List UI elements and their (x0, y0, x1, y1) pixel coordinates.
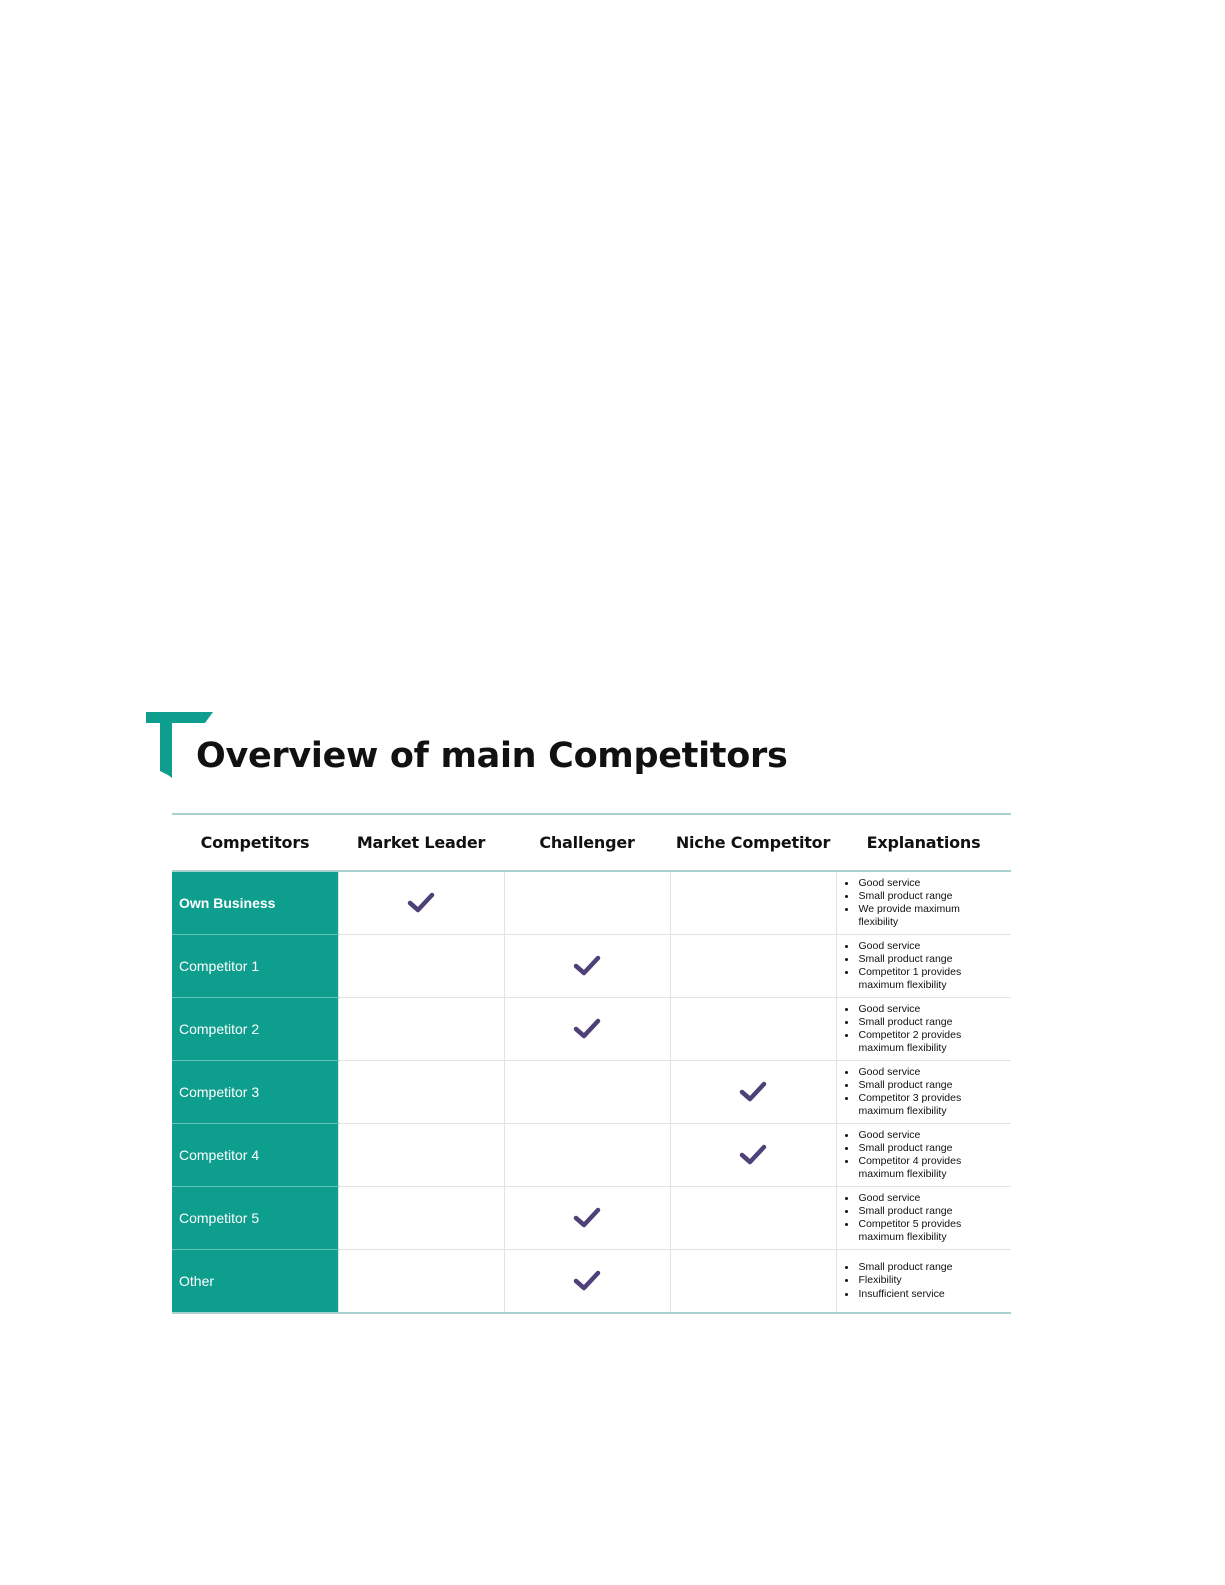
niche-competitor-cell (670, 998, 836, 1061)
check-icon (738, 1081, 768, 1103)
table-row (172, 998, 1011, 1061)
explanation-item: Good service (859, 940, 983, 953)
explanation-item: Good service (859, 1129, 983, 1142)
competitor-name-cell: Other (172, 1250, 338, 1314)
explanations-cell (836, 1061, 1011, 1124)
challenger-cell (504, 1250, 670, 1314)
explanation-item: Good service (859, 1066, 983, 1079)
explanation-item: Small product range (859, 1142, 983, 1155)
niche-competitor-cell (670, 1061, 836, 1124)
explanation-item: Small product range (859, 1016, 983, 1029)
niche-competitor-cell (670, 935, 836, 998)
explanations-list (841, 1066, 1012, 1119)
explanations-list (841, 877, 1012, 930)
explanations-list (841, 1192, 1012, 1245)
explanation-item: Small product range (859, 1079, 983, 1092)
niche-competitor-cell (670, 1187, 836, 1250)
explanation-item: Competitor 3 provides maximum flexibility (859, 1092, 983, 1118)
competitor-table (172, 813, 1011, 1314)
explanation-item: Competitor 1 provides maximum flexibility (859, 966, 983, 992)
competitor-name-cell: Competitor 5 (172, 1187, 338, 1250)
explanation-item: Good service (859, 1192, 983, 1205)
explanations-cell (836, 1124, 1011, 1187)
explanations-cell (836, 998, 1011, 1061)
explanations-cell (836, 1250, 1011, 1314)
explanations-list (841, 1003, 1012, 1056)
check-icon (572, 1018, 602, 1040)
explanations-cell (836, 935, 1011, 998)
table-row (172, 1061, 1011, 1124)
explanations-list (841, 940, 1012, 993)
market-leader-cell (338, 998, 504, 1061)
header-market-leader: Market Leader (338, 814, 504, 871)
header-competitors: Competitors (172, 814, 338, 871)
challenger-cell (504, 1187, 670, 1250)
table-body (172, 871, 1011, 1313)
explanation-item: Small product range (859, 953, 983, 966)
table-header-row (172, 814, 1011, 871)
explanation-item: Good service (859, 1003, 983, 1016)
explanation-item: Flexibility (859, 1274, 983, 1287)
check-icon (738, 1144, 768, 1166)
header-challenger: Challenger (504, 814, 670, 871)
explanation-item: Insufficient service (859, 1288, 983, 1301)
competitor-name-cell: Competitor 2 (172, 998, 338, 1061)
market-leader-cell (338, 1061, 504, 1124)
table-row (172, 1124, 1011, 1187)
market-leader-cell (338, 1124, 504, 1187)
niche-competitor-cell (670, 871, 836, 935)
competitor-name-cell: Competitor 1 (172, 935, 338, 998)
niche-competitor-cell (670, 1124, 836, 1187)
explanation-item: Small product range (859, 1205, 983, 1218)
challenger-cell (504, 998, 670, 1061)
market-leader-cell (338, 1250, 504, 1314)
header-explanations: Explanations (836, 814, 1011, 871)
check-icon (406, 892, 436, 914)
explanation-item: Competitor 2 provides maximum flexibility (859, 1029, 983, 1055)
explanations-list (841, 1129, 1012, 1182)
check-icon (572, 955, 602, 977)
challenger-cell (504, 871, 670, 935)
table-row (172, 1187, 1011, 1250)
competitor-name-cell: Competitor 4 (172, 1124, 338, 1187)
competitor-name-cell: Own Business (172, 871, 338, 935)
page-title: Overview of main Competitors (196, 736, 788, 776)
explanation-item: Competitor 5 provides maximum flexibility (859, 1218, 983, 1244)
table-row (172, 1250, 1011, 1314)
challenger-cell (504, 935, 670, 998)
explanation-item: Small product range (859, 890, 983, 903)
table-row (172, 871, 1011, 935)
explanation-item: Competitor 4 provides maximum flexibility (859, 1155, 983, 1181)
table-row (172, 935, 1011, 998)
explanation-item: Small product range (859, 1261, 983, 1274)
challenger-cell (504, 1061, 670, 1124)
explanation-item: Good service (859, 877, 983, 890)
explanations-cell (836, 1187, 1011, 1250)
niche-competitor-cell (670, 1250, 836, 1314)
check-icon (572, 1270, 602, 1292)
market-leader-cell (338, 1187, 504, 1250)
competitor-name-cell: Competitor 3 (172, 1061, 338, 1124)
header-niche-competitor: Niche Competitor (670, 814, 836, 871)
explanations-list (841, 1261, 1012, 1301)
market-leader-cell (338, 871, 504, 935)
check-icon (572, 1207, 602, 1229)
explanation-item: We provide maximum flexibility (859, 903, 983, 929)
market-leader-cell (338, 935, 504, 998)
explanations-cell (836, 871, 1011, 935)
challenger-cell (504, 1124, 670, 1187)
